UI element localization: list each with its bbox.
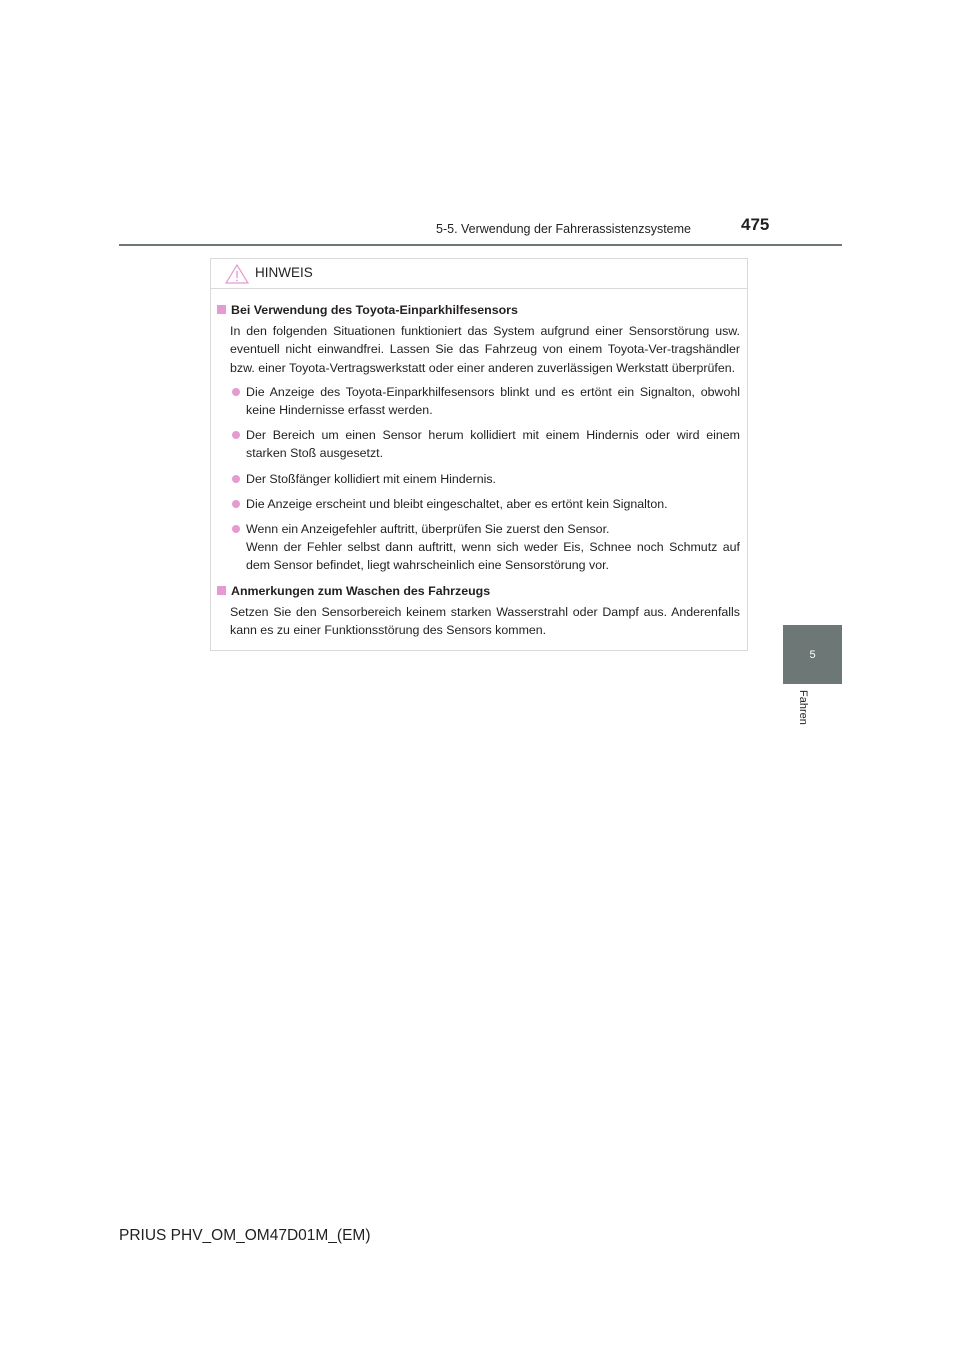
list-item [230, 520, 740, 575]
note-box [210, 258, 748, 651]
section-heading [217, 582, 740, 600]
header-section-title: 5-5. Verwendung der Fahrerassistenzsysteme [436, 222, 691, 236]
list-item [230, 426, 740, 462]
list-item-text: Die Anzeige erscheint und bleibt eingeschaltet, aber es ertönt kein Signalton. [246, 496, 668, 511]
warning-triangle-icon [225, 264, 249, 289]
footer-doc-id: PRIUS PHV_OM_OM47D01M_(EM) [119, 1227, 371, 1244]
square-bullet-icon [217, 586, 226, 595]
round-bullet-icon [232, 431, 240, 439]
header-rule [119, 244, 842, 246]
list-item [230, 495, 740, 513]
list-item [230, 470, 740, 488]
list-item [230, 383, 740, 419]
section-heading-text: Bei Verwendung des Toyota-Einparkhilfesensors [231, 303, 518, 317]
chapter-number: 5 [809, 648, 816, 661]
list-item-text: Der Bereich um einen Sensor herum kollidiert mit einem Hindernis oder wird einem starken Stoß ausgesetzt. [246, 428, 740, 461]
round-bullet-icon [232, 475, 240, 483]
note-header [211, 259, 747, 289]
note-title: HINWEIS [255, 265, 313, 280]
section-paragraph: Setzen Sie den Sensorbereich keinem starken Wasserstrahl oder Dampf aus. Anderenfalls kann es zu einer Funktionsstörung des Sensors kommen. [230, 604, 740, 638]
list-item-text: Die Anzeige des Toyota-Einparkhilfesensors blinkt und es ertönt ein Signalton, obwohl keine Hindernisse erfasst werden. [246, 384, 740, 418]
list-item-text: Der Stoßfänger kollidiert mit einem Hindernis. [246, 471, 496, 486]
list-item-line: Wenn ein Anzeigefehler auftritt, überprüfen Sie zuerst den Sensor. [246, 522, 610, 537]
chapter-label: Fahren [797, 690, 809, 725]
round-bullet-icon [232, 500, 240, 508]
note-body [211, 289, 747, 639]
square-bullet-icon [217, 305, 226, 314]
list-item-line: Wenn der Fehler selbst dann auftritt, wenn sich weder Eis, Schnee noch Schmutz auf dem Sensor befindet, liegt wahrscheinlich eine Sensorstörung vor. [246, 540, 740, 573]
section-heading [217, 301, 740, 319]
round-bullet-icon [232, 388, 240, 396]
list-item-text [246, 520, 740, 575]
page-number: 475 [741, 215, 770, 234]
section-paragraph: In den folgenden Situationen funktioniert das System aufgrund einer Sensorstörung usw. eventuell nicht einwandfrei. Lassen Sie das Fahrzeug von einem Toyota-Ver-tragshändler bzw. einer Toyota-Vertragswerkstatt oder einer anderen zuverlässigen Werkstatt überprüfen. [230, 324, 740, 375]
section-heading-text: Anmerkungen zum Waschen des Fahrzeugs [231, 583, 491, 598]
round-bullet-icon [232, 525, 240, 533]
chapter-tab [783, 625, 842, 684]
